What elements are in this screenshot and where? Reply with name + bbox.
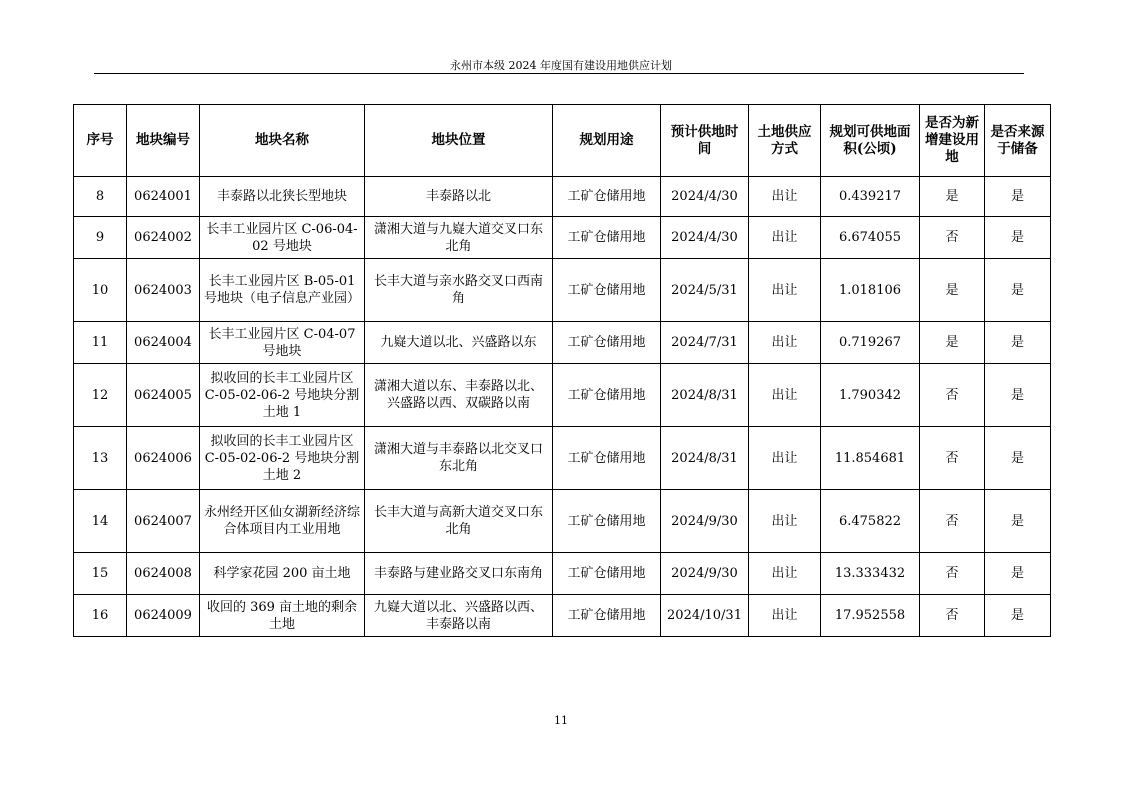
cell-new-construction: 是 bbox=[920, 177, 985, 217]
cell-supply-method: 出让 bbox=[749, 427, 821, 490]
cell-supply-method: 出让 bbox=[749, 553, 821, 595]
cell-planned-use: 工矿仓储用地 bbox=[553, 427, 661, 490]
cell-supply-date: 2024/8/31 bbox=[661, 364, 749, 427]
cell-parcel-code: 0624009 bbox=[127, 595, 200, 637]
cell-parcel-name: 丰泰路以北狭长型地块 bbox=[200, 177, 365, 217]
cell-new-construction: 否 bbox=[920, 595, 985, 637]
cell-from-reserve: 是 bbox=[985, 427, 1051, 490]
table-row bbox=[74, 217, 1051, 259]
cell-index: 16 bbox=[74, 595, 127, 637]
cell-parcel-name: 长丰工业园片区 B-05-01 号地块（电子信息产业园） bbox=[200, 259, 365, 322]
cell-parcel-name: 长丰工业园片区 C-04-07 号地块 bbox=[200, 322, 365, 364]
cell-area: 1.790342 bbox=[821, 364, 920, 427]
cell-area: 11.854681 bbox=[821, 427, 920, 490]
cell-from-reserve: 是 bbox=[985, 595, 1051, 637]
cell-new-construction: 是 bbox=[920, 259, 985, 322]
cell-index: 11 bbox=[74, 322, 127, 364]
cell-index: 15 bbox=[74, 553, 127, 595]
cell-parcel-name: 永州经开区仙女湖新经济综合体项目内工业用地 bbox=[200, 490, 365, 553]
cell-planned-use: 工矿仓储用地 bbox=[553, 259, 661, 322]
cell-index: 10 bbox=[74, 259, 127, 322]
cell-area: 17.952558 bbox=[821, 595, 920, 637]
cell-supply-date: 2024/5/31 bbox=[661, 259, 749, 322]
cell-area: 6.674055 bbox=[821, 217, 920, 259]
cell-index: 9 bbox=[74, 217, 127, 259]
cell-planned-use: 工矿仓储用地 bbox=[553, 217, 661, 259]
cell-supply-date: 2024/4/30 bbox=[661, 217, 749, 259]
page-number: 11 bbox=[554, 714, 568, 727]
cell-area: 13.333432 bbox=[821, 553, 920, 595]
cell-supply-method: 出让 bbox=[749, 259, 821, 322]
cell-area: 1.018106 bbox=[821, 259, 920, 322]
cell-new-construction: 否 bbox=[920, 427, 985, 490]
table-row bbox=[74, 595, 1051, 637]
table-row bbox=[74, 322, 1051, 364]
table-row bbox=[74, 177, 1051, 217]
table-row bbox=[74, 553, 1051, 595]
cell-supply-date: 2024/10/31 bbox=[661, 595, 749, 637]
cell-planned-use: 工矿仓储用地 bbox=[553, 364, 661, 427]
cell-parcel-name: 科学家花园 200 亩土地 bbox=[200, 553, 365, 595]
cell-from-reserve: 是 bbox=[985, 322, 1051, 364]
cell-supply-date: 2024/9/30 bbox=[661, 553, 749, 595]
column-header-from-reserve: 是否来源于储备 bbox=[985, 105, 1051, 177]
cell-parcel-code: 0624003 bbox=[127, 259, 200, 322]
cell-supply-date: 2024/4/30 bbox=[661, 177, 749, 217]
cell-parcel-name: 长丰工业园片区 C-06-04-02 号地块 bbox=[200, 217, 365, 259]
table-row bbox=[74, 427, 1051, 490]
cell-from-reserve: 是 bbox=[985, 490, 1051, 553]
cell-parcel-code: 0624004 bbox=[127, 322, 200, 364]
cell-supply-method: 出让 bbox=[749, 490, 821, 553]
column-header-area: 规划可供地面积(公顷) bbox=[821, 105, 920, 177]
cell-area: 0.439217 bbox=[821, 177, 920, 217]
cell-location: 九嶷大道以北、兴盛路以西、丰泰路以南 bbox=[365, 595, 553, 637]
column-header-parcel-code: 地块编号 bbox=[127, 105, 200, 177]
cell-parcel-code: 0624001 bbox=[127, 177, 200, 217]
cell-new-construction: 否 bbox=[920, 553, 985, 595]
cell-location: 潇湘大道与丰泰路以北交叉口东北角 bbox=[365, 427, 553, 490]
cell-new-construction: 否 bbox=[920, 364, 985, 427]
cell-planned-use: 工矿仓储用地 bbox=[553, 177, 661, 217]
column-header-supply-date: 预计供地时间 bbox=[661, 105, 749, 177]
column-header-supply-method: 土地供应方式 bbox=[749, 105, 821, 177]
cell-supply-date: 2024/8/31 bbox=[661, 427, 749, 490]
cell-location: 丰泰路与建业路交叉口东南角 bbox=[365, 553, 553, 595]
cell-planned-use: 工矿仓储用地 bbox=[553, 322, 661, 364]
table-row bbox=[74, 364, 1051, 427]
table-row bbox=[74, 259, 1051, 322]
cell-parcel-code: 0624008 bbox=[127, 553, 200, 595]
cell-parcel-code: 0624006 bbox=[127, 427, 200, 490]
cell-area: 6.475822 bbox=[821, 490, 920, 553]
cell-supply-method: 出让 bbox=[749, 364, 821, 427]
cell-new-construction: 否 bbox=[920, 217, 985, 259]
cell-index: 8 bbox=[74, 177, 127, 217]
cell-planned-use: 工矿仓储用地 bbox=[553, 490, 661, 553]
cell-from-reserve: 是 bbox=[985, 259, 1051, 322]
cell-from-reserve: 是 bbox=[985, 177, 1051, 217]
column-header-planned-use: 规划用途 bbox=[553, 105, 661, 177]
cell-from-reserve: 是 bbox=[985, 364, 1051, 427]
cell-new-construction: 否 bbox=[920, 490, 985, 553]
cell-planned-use: 工矿仓储用地 bbox=[553, 595, 661, 637]
cell-from-reserve: 是 bbox=[985, 217, 1051, 259]
table-header-row bbox=[74, 105, 1051, 177]
cell-from-reserve: 是 bbox=[985, 553, 1051, 595]
cell-supply-date: 2024/7/31 bbox=[661, 322, 749, 364]
land-supply-table bbox=[73, 104, 1051, 637]
cell-location: 丰泰路以北 bbox=[365, 177, 553, 217]
cell-location: 九嶷大道以北、兴盛路以东 bbox=[365, 322, 553, 364]
cell-planned-use: 工矿仓储用地 bbox=[553, 553, 661, 595]
cell-index: 13 bbox=[74, 427, 127, 490]
cell-supply-method: 出让 bbox=[749, 217, 821, 259]
cell-new-construction: 是 bbox=[920, 322, 985, 364]
cell-parcel-name: 拟收回的长丰工业园片区 C-05-02-06-2 号地块分割土地 2 bbox=[200, 427, 365, 490]
cell-location: 长丰大道与高新大道交叉口东北角 bbox=[365, 490, 553, 553]
column-header-parcel-name: 地块名称 bbox=[200, 105, 365, 177]
cell-location: 潇湘大道以东、丰泰路以北、兴盛路以西、双碳路以南 bbox=[365, 364, 553, 427]
cell-supply-method: 出让 bbox=[749, 322, 821, 364]
column-header-index: 序号 bbox=[74, 105, 127, 177]
cell-supply-date: 2024/9/30 bbox=[661, 490, 749, 553]
cell-location: 潇湘大道与九嶷大道交叉口东北角 bbox=[365, 217, 553, 259]
cell-parcel-name: 拟收回的长丰工业园片区 C-05-02-06-2 号地块分割土地 1 bbox=[200, 364, 365, 427]
cell-parcel-code: 0624007 bbox=[127, 490, 200, 553]
header-rule bbox=[94, 73, 1024, 74]
column-header-new-construction: 是否为新增建设用地 bbox=[920, 105, 985, 177]
cell-parcel-code: 0624005 bbox=[127, 364, 200, 427]
cell-supply-method: 出让 bbox=[749, 177, 821, 217]
cell-supply-method: 出让 bbox=[749, 595, 821, 637]
cell-index: 12 bbox=[74, 364, 127, 427]
cell-index: 14 bbox=[74, 490, 127, 553]
cell-area: 0.719267 bbox=[821, 322, 920, 364]
table-row bbox=[74, 490, 1051, 553]
document-header-title: 永州市本级 2024 年度国有建设用地供应计划 bbox=[450, 59, 672, 72]
cell-parcel-code: 0624002 bbox=[127, 217, 200, 259]
cell-location: 长丰大道与亲水路交叉口西南角 bbox=[365, 259, 553, 322]
cell-parcel-name: 收回的 369 亩土地的剩余土地 bbox=[200, 595, 365, 637]
column-header-location: 地块位置 bbox=[365, 105, 553, 177]
